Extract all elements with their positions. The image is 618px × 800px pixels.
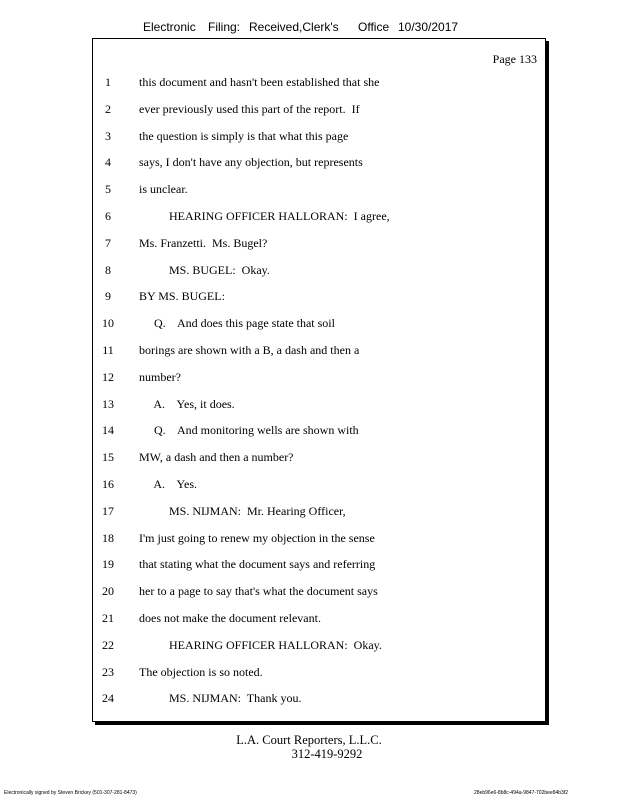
signature-left: Electronically signed by Steven Brickey (501-307-281-8473) xyxy=(4,790,137,796)
line-text: the question is simply is that what this page xyxy=(139,128,349,143)
line-number: 23 xyxy=(102,664,114,679)
line-number: 6 xyxy=(105,209,111,223)
line-number: 10 xyxy=(102,316,114,331)
line-number: 24 xyxy=(102,691,114,706)
line-number: 12 xyxy=(102,369,114,384)
line-text: her to a page to say that's what the document says xyxy=(139,584,378,599)
line-text: A. Yes. xyxy=(139,477,198,491)
line-text: MW, a dash and then a number? xyxy=(139,450,294,465)
header-electronic: Electronic xyxy=(143,20,196,34)
line-number: 22 xyxy=(102,637,114,652)
line-text: Ms. Franzetti. Ms. Bugel? xyxy=(139,235,268,250)
line-number: 15 xyxy=(102,450,114,465)
line-number: 21 xyxy=(102,611,114,625)
line-number: 7 xyxy=(105,235,111,250)
transcript-page xyxy=(92,38,546,722)
header-filing: Filing: xyxy=(208,20,241,34)
line-number: 19 xyxy=(102,557,114,572)
line-text: The objection is so noted. xyxy=(139,664,263,679)
line-number: 18 xyxy=(102,530,114,545)
line-number: 11 xyxy=(102,343,114,357)
line-text: MS. NIJMAN: Thank you. xyxy=(139,691,302,706)
signature-id: 28eb96e6-8b8c-494a-9847-702bee84b3f2 xyxy=(474,790,568,796)
line-text: MS. BUGEL: Okay. xyxy=(139,262,270,277)
line-text: A. Yes, it does. xyxy=(139,396,235,411)
line-number: 4 xyxy=(105,155,111,170)
line-number: 14 xyxy=(102,423,114,438)
line-text: HEARING OFFICER HALLORAN: Okay. xyxy=(139,637,382,652)
line-number: 9 xyxy=(105,289,111,304)
line-text: MS. NIJMAN: Mr. Hearing Officer, xyxy=(139,503,346,518)
line-number: 1 xyxy=(105,75,111,89)
line-text: BY MS. BUGEL: xyxy=(139,289,225,304)
header-office: Office xyxy=(358,20,390,34)
line-number: 3 xyxy=(105,128,111,143)
line-number: 2 xyxy=(105,101,111,116)
line-number: 8 xyxy=(105,262,111,277)
line-text: I'm just going to renew my objection in the sense xyxy=(139,530,375,545)
header-date: 10/30/2017 xyxy=(398,20,459,34)
line-number: 13 xyxy=(102,396,114,411)
line-number: 17 xyxy=(102,503,114,518)
footer-phone: 312-419-9292 xyxy=(291,747,363,761)
line-text: Q. And does this page state that soil xyxy=(139,316,335,331)
line-text: HEARING OFFICER HALLORAN: I agree, xyxy=(139,209,390,223)
line-text: Q. And monitoring wells are shown with xyxy=(139,423,359,438)
line-number: 16 xyxy=(102,477,114,491)
filing-header xyxy=(0,20,618,38)
line-text: borings are shown with a B, a dash and then a xyxy=(139,343,360,357)
line-text: number? xyxy=(139,369,181,384)
line-number: 5 xyxy=(105,182,111,197)
footer-company: L.A. Court Reporters, L.L.C. xyxy=(236,733,382,747)
page-number: Page 133 xyxy=(492,52,537,66)
line-text: does not make the document relevant. xyxy=(139,611,321,625)
line-text: says, I don't have any objection, but represents xyxy=(139,155,363,170)
line-text: that stating what the document says and referring xyxy=(139,557,376,572)
line-number: 20 xyxy=(102,584,114,599)
header-received: Received,Clerk's xyxy=(249,20,339,34)
line-text: is unclear. xyxy=(139,182,188,197)
line-text: this document and hasn't been established that she xyxy=(139,75,380,89)
line-text: ever previously used this part of the report. If xyxy=(139,101,360,116)
